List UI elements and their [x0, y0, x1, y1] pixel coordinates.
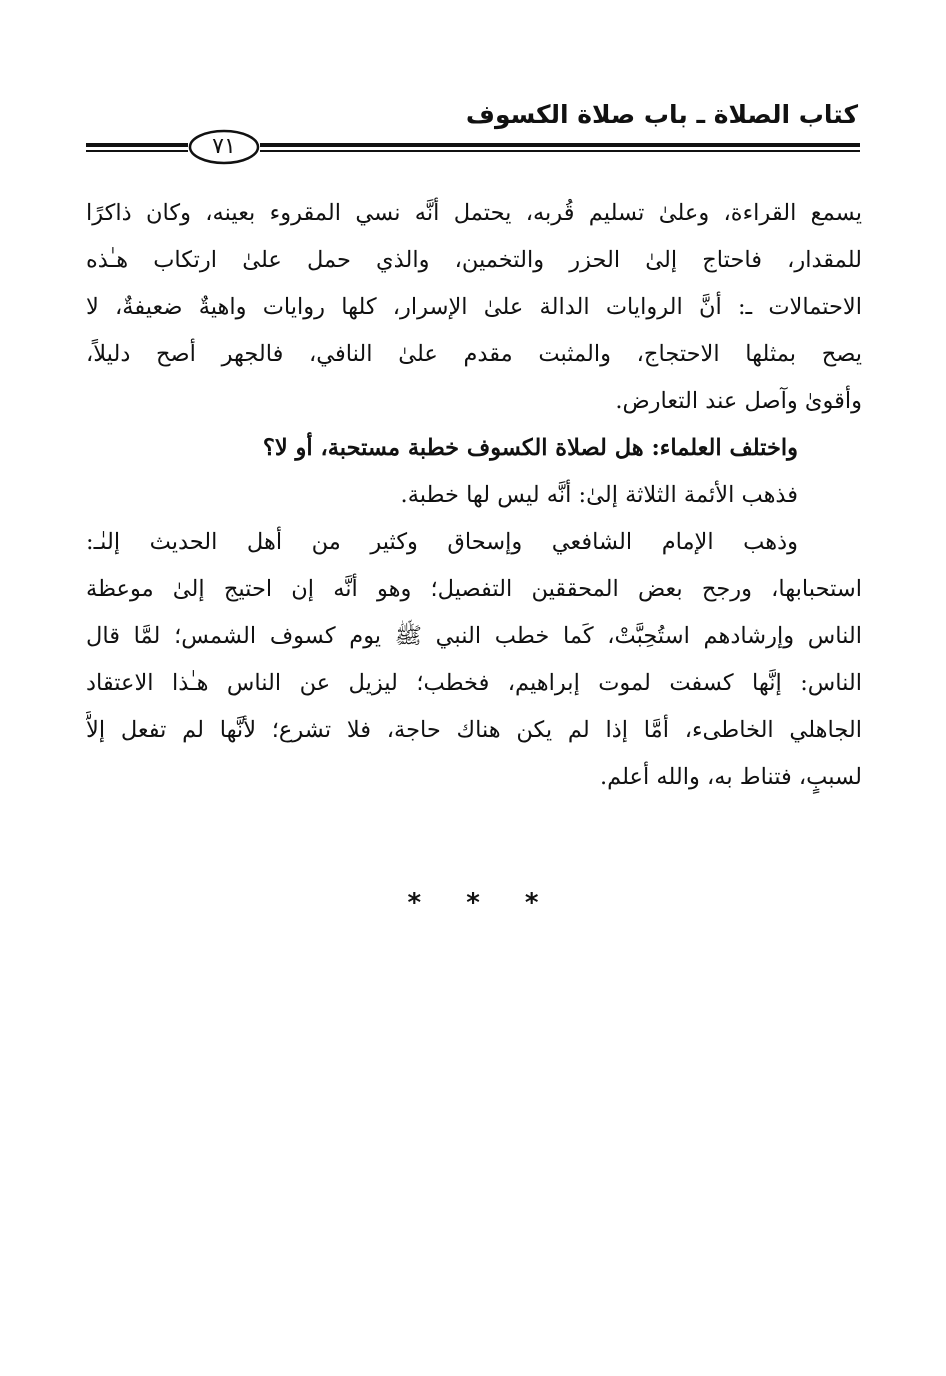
- separator-asterisk: *: [524, 888, 539, 918]
- text-line: الجاهلي الخاطىء، أمَّا إذا لم يكن هناك حاجة، فلا تشرع؛ لأنَّها لم تفعل إلاَّ: [86, 717, 862, 743]
- paragraph-2-question: واختلف العلماء: هل لصلاة الكسوف خطبة مستحبة، أو لا؟: [262, 435, 798, 461]
- text-line: الناس وإرشادهم استُحِبَّتْ، كَما خطب النبي ﷺ يوم كسوف الشمس؛ لمَّا قال: [86, 623, 862, 649]
- running-header-title: كتاب الصلاة ـ باب صلاة الكسوف: [465, 100, 858, 129]
- paragraph-4: [86, 519, 862, 801]
- body-text: [86, 190, 862, 801]
- section-separator: [0, 888, 946, 918]
- separator-asterisk: *: [407, 888, 422, 918]
- text-line: يسمع القراءة، وعلىٰ تسليم قُربه، يحتمل أنَّه نسي المقروء بعينه، وكان ذاكرًا: [86, 200, 862, 226]
- text-line: للمقدار، فاحتاج إلىٰ الحزر والتخمين، والذي حمل علىٰ ارتكاب هـٰذه: [86, 247, 862, 273]
- paragraph-1: [86, 190, 862, 425]
- page-number: ٧١: [212, 134, 236, 159]
- text-line: يصح بمثلها الاحتجاج، والمثبت مقدم علىٰ النافي، فالجهر أصح دليلاً،: [86, 341, 862, 367]
- text-line: الناس: إنَّها كسفت لموت إبراهيم، فخطب؛ ليزيل عن الناس هـٰذا الاعتقاد: [86, 670, 862, 696]
- paragraph-3: فذهب الأئمة الثلاثة إلىٰ: أنَّه ليس لها خطبة.: [400, 482, 798, 508]
- text-line: استحبابها، ورجح بعض المحققين التفصيل؛ وهو أنَّه إن احتيج إلىٰ موعظة: [86, 576, 862, 602]
- text-line: وذهب الإمام الشافعي وإسحاق وكثير من أهل الحديث إلىٰـ:: [86, 529, 798, 555]
- text-line: الاحتمالات ـ: أنَّ الروايات الدالة علىٰ الإسرار، كلها روايات واهيةٌ ضعيفةٌ، لا: [86, 294, 862, 320]
- text-line: وأقوىٰ وآصل عند التعارض.: [615, 388, 862, 414]
- separator-asterisk: *: [466, 888, 480, 918]
- text-line: لسببٍ، فتناط به، والله أعلم.: [599, 764, 862, 790]
